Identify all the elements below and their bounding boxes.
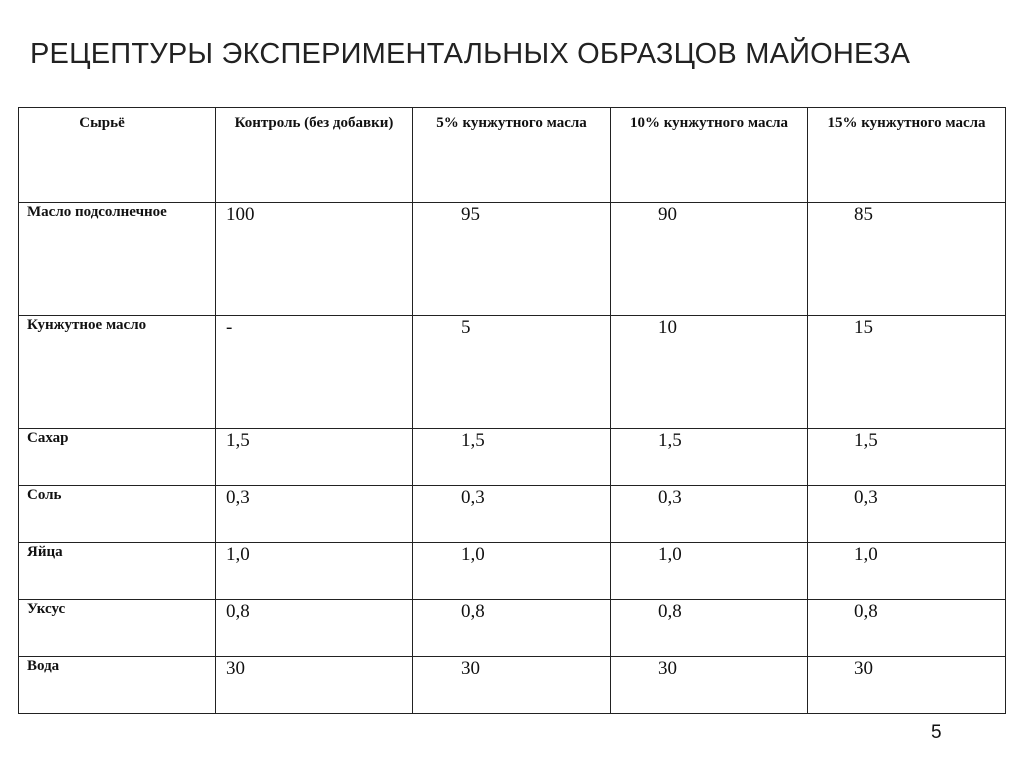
value-cell: 0,3 <box>611 486 808 543</box>
value-cell: 100 <box>216 203 413 316</box>
row-label-cell: Сахар <box>19 429 216 486</box>
value-cell: 1,5 <box>413 429 611 486</box>
value-cell: 1,5 <box>216 429 413 486</box>
header-cell-raw-material: Сырьё <box>19 108 216 203</box>
table-header-row <box>19 108 1006 203</box>
table-row <box>19 486 1006 543</box>
value-cell: 30 <box>413 657 611 714</box>
table-row <box>19 316 1006 429</box>
value-cell: 95 <box>413 203 611 316</box>
value-cell: - <box>216 316 413 429</box>
value-cell: 30 <box>808 657 1006 714</box>
value-cell: 10 <box>611 316 808 429</box>
recipe-table <box>18 107 1006 714</box>
table-row <box>19 203 1006 316</box>
header-cell-control: Контроль (без добавки) <box>216 108 413 203</box>
slide-title: РЕЦЕПТУРЫ ЭКСПЕРИМЕНТАЛЬНЫХ ОБРАЗЦОВ МАЙОНЕЗА <box>30 38 911 70</box>
page-number: 5 <box>931 722 942 743</box>
value-cell: 1,0 <box>216 543 413 600</box>
row-label-cell: Уксус <box>19 600 216 657</box>
value-cell: 85 <box>808 203 1006 316</box>
value-cell: 5 <box>413 316 611 429</box>
value-cell: 15 <box>808 316 1006 429</box>
table-row <box>19 429 1006 486</box>
table-row <box>19 543 1006 600</box>
row-label-cell: Кунжутное масло <box>19 316 216 429</box>
table-row <box>19 600 1006 657</box>
value-cell: 1,0 <box>611 543 808 600</box>
value-cell: 1,5 <box>808 429 1006 486</box>
row-label-cell: Соль <box>19 486 216 543</box>
value-cell: 1,5 <box>611 429 808 486</box>
row-label-cell: Яйца <box>19 543 216 600</box>
row-label-cell: Масло подсолнечное <box>19 203 216 316</box>
value-cell: 0,8 <box>808 600 1006 657</box>
value-cell: 1,0 <box>413 543 611 600</box>
value-cell: 0,8 <box>611 600 808 657</box>
header-cell-10-percent: 10% кунжутного масла <box>611 108 808 203</box>
value-cell: 90 <box>611 203 808 316</box>
value-cell: 30 <box>611 657 808 714</box>
header-cell-5-percent: 5% кунжутного масла <box>413 108 611 203</box>
header-cell-15-percent: 15% кунжутного масла <box>808 108 1006 203</box>
table-row <box>19 657 1006 714</box>
value-cell: 0,3 <box>216 486 413 543</box>
value-cell: 0,3 <box>808 486 1006 543</box>
value-cell: 0,8 <box>413 600 611 657</box>
value-cell: 30 <box>216 657 413 714</box>
value-cell: 0,8 <box>216 600 413 657</box>
value-cell: 0,3 <box>413 486 611 543</box>
row-label-cell: Вода <box>19 657 216 714</box>
value-cell: 1,0 <box>808 543 1006 600</box>
